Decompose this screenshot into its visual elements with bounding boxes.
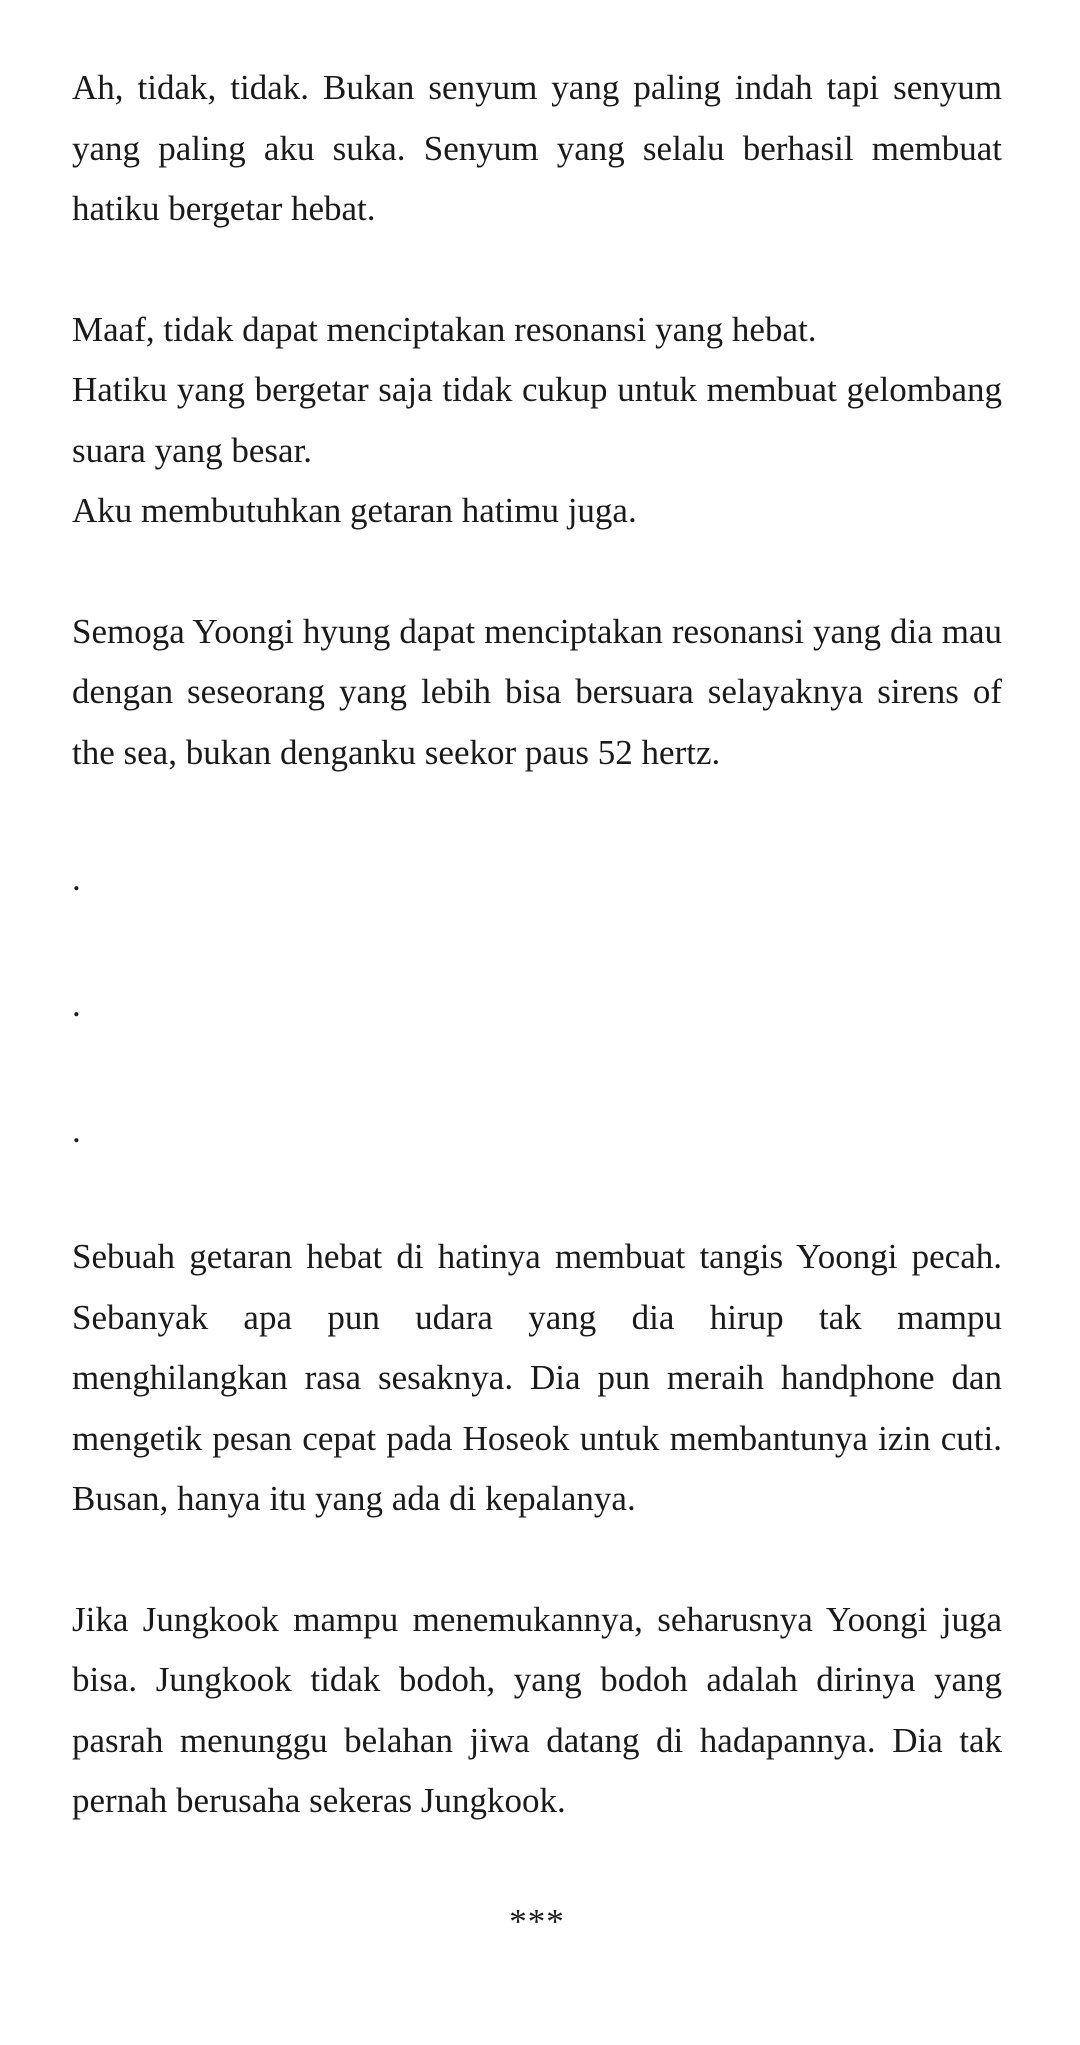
scene-break-gap (72, 783, 1002, 849)
paragraph-4: Sebuah getaran hebat di hatinya membuat tangis Yoongi pecah. Sebanyak apa pun udara yang dia hirup tak mampu menghilangkan rasa sesaknya. Dia pun meraih handphone dan mengetik pesan cepat pada Hoseok untuk membantunya izin cuti. Busan, hanya itu yang ada di kepalanya. (72, 1237, 1002, 1518)
scene-break-gap (72, 909, 1002, 975)
paragraph-5: Jika Jungkook mampu menemukannya, seharusnya Yoongi juga bisa. Jungkook tidak bodoh, yang bodoh adalah dirinya yang pasrah menunggu belahan jiwa datang di hadapannya. Dia tak pernah berusaha sekeras Jungkook. (72, 1599, 1002, 1820)
paragraph-gap (72, 240, 1002, 300)
scene-break-dot-1: . (72, 859, 81, 898)
section-separator: *** (509, 1901, 565, 1941)
paragraph-2-line-2: Hatiku yang bergetar saja tidak cukup untuk membuat gelombang suara yang besar. (72, 370, 1002, 470)
paragraph-gap (72, 542, 1002, 602)
paragraph-3: Semoga Yoongi hyung dapat menciptakan resonansi yang dia mau dengan seseorang yang lebih bisa bersuara selayaknya sirens of the sea, bukan denganku seekor paus 52 hertz. (72, 611, 1002, 772)
scene-break-gap (72, 1035, 1002, 1101)
paragraph-1: Ah, tidak, tidak. Bukan senyum yang paling indah tapi senyum yang paling aku suka. Senyum yang selalu berhasil membuat hatiku bergetar hebat. (72, 68, 1002, 228)
scene-break-dot-3: . (72, 1111, 81, 1150)
scene-break-dot-2: . (72, 985, 81, 1024)
paragraph-2 (72, 300, 1002, 542)
paragraph-2-line-1: Maaf, tidak dapat menciptakan resonansi yang hebat. (72, 309, 817, 349)
paragraph-gap (72, 1832, 1002, 1892)
scene-break-gap (72, 1161, 1002, 1227)
document-page (72, 58, 1002, 1952)
paragraph-2-line-3: Aku membutuhkan getaran hatimu juga. (72, 491, 637, 530)
paragraph-gap (72, 1530, 1002, 1590)
